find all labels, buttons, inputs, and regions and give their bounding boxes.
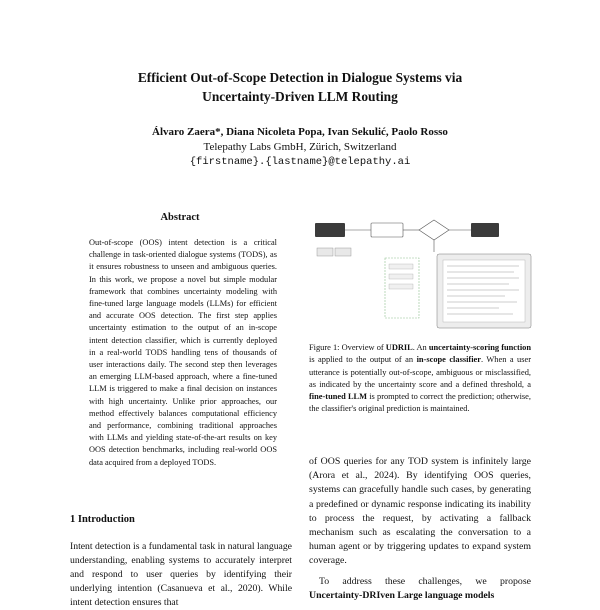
caption-part-a2: is applied to the output of an: [309, 355, 417, 365]
threshold-diamond: [419, 220, 449, 240]
user-utterance-box: [315, 223, 345, 237]
authors: Álvaro Zaera*, Diana Nicoleta Popa, Ivan Sekulić, Paolo Rosso: [152, 126, 448, 138]
score-row-2: [389, 274, 413, 279]
output-box-2: [335, 248, 351, 256]
output-box-1: [317, 248, 333, 256]
figure-caption: [309, 342, 531, 416]
right-paragraph-2: [309, 575, 531, 603]
title-line-1: Efficient Out-of-Scope Detection in Dialogue Systems via: [137, 70, 463, 85]
prompt-inner: [443, 260, 525, 322]
p2-bold: Uncertainty-DRIven Large language models: [309, 589, 495, 601]
affiliation: Telepathy Labs GmbH, Zürich, Switzerland: [203, 141, 397, 153]
caption-udril: UDRIL: [385, 343, 413, 352]
abstract-heading: Abstract: [160, 212, 200, 223]
score-row-1: [389, 264, 413, 269]
caption-part-a3: . When a user utterance is potentially out-of-scope, ambiguous or misclassified, as indicated by the uncertainty score and a defined threshold, a: [309, 355, 531, 389]
right-column-text: [309, 455, 531, 609]
caption-part-a: . An: [412, 343, 429, 352]
email: {firstname}.{lastname}@telepathy.ai: [189, 156, 411, 168]
caption-bold-2: in-scope classifier: [416, 355, 481, 365]
caption-prefix: Figure 1: Overview of: [309, 343, 386, 352]
caption-bold-3: fine-tuned LLM: [309, 392, 368, 402]
paper-title: [60, 68, 540, 106]
caption-part-a4: is prompted to correct the prediction; otherwise, the classifier's original prediction is maintained.: [309, 392, 531, 414]
title-line-2: Uncertainty-Driven LLM Routing: [202, 89, 398, 104]
caption-bold-1: uncertainty-scoring function: [428, 343, 531, 352]
abstract-text: Out-of-scope (OOS) intent detection is a critical challenge in task-oriented dialogue systems (TODS), as it ensures robustness to unseen and ambiguous queries. In this work, we propose a novel but simple modular framework that combines uncertainty modeling with fine-tuned large language models (LLMs) for efficient and accurate OOS detection. The first step applies uncertainty estimation to the output of an in-scope intent detection classifier, which is currently deployed in a real-world TODS handling tens of thousands of user interactions daily. The second step then leverages an emerging LLM-based approach, where a fine-tuned LLM is triggered to make a final decision on instances with high uncertainty. Unlike prior approaches, our method effectively balances computational efficiency and performance, combining traditional approaches with LLMs and yielding state-of-the-art results on key OOS detection benchmarks, including real-world OOS data acquired from a deployed TODS.: [89, 238, 277, 467]
introduction-text: Intent detection is a fundamental task in natural language understanding, enabling systems to accurately interpret and respond to user queries by identifying their underlying intention (Casanueva et al., 2020). While intent detection ensures that: [70, 541, 292, 608]
llm-box: [471, 223, 499, 237]
classifier-box: [371, 223, 403, 237]
figure-diagram: [309, 208, 535, 334]
right-paragraph-1: of OOS queries for any TOD system is infinitely large (Arora et al., 2024). By identifying OOS queries, systems can gracefully handle such cases, by generating a predefined or dynamic response indicating its inability to process the request, by activating a fallback mechanism such as escalating the conversation to a human agent or by triggering updates to expand system coverage.: [309, 456, 531, 567]
p2-start: To address these challenges, we propose: [319, 575, 531, 587]
introduction-heading: 1 Introduction: [70, 514, 135, 525]
score-row-3: [389, 284, 413, 289]
